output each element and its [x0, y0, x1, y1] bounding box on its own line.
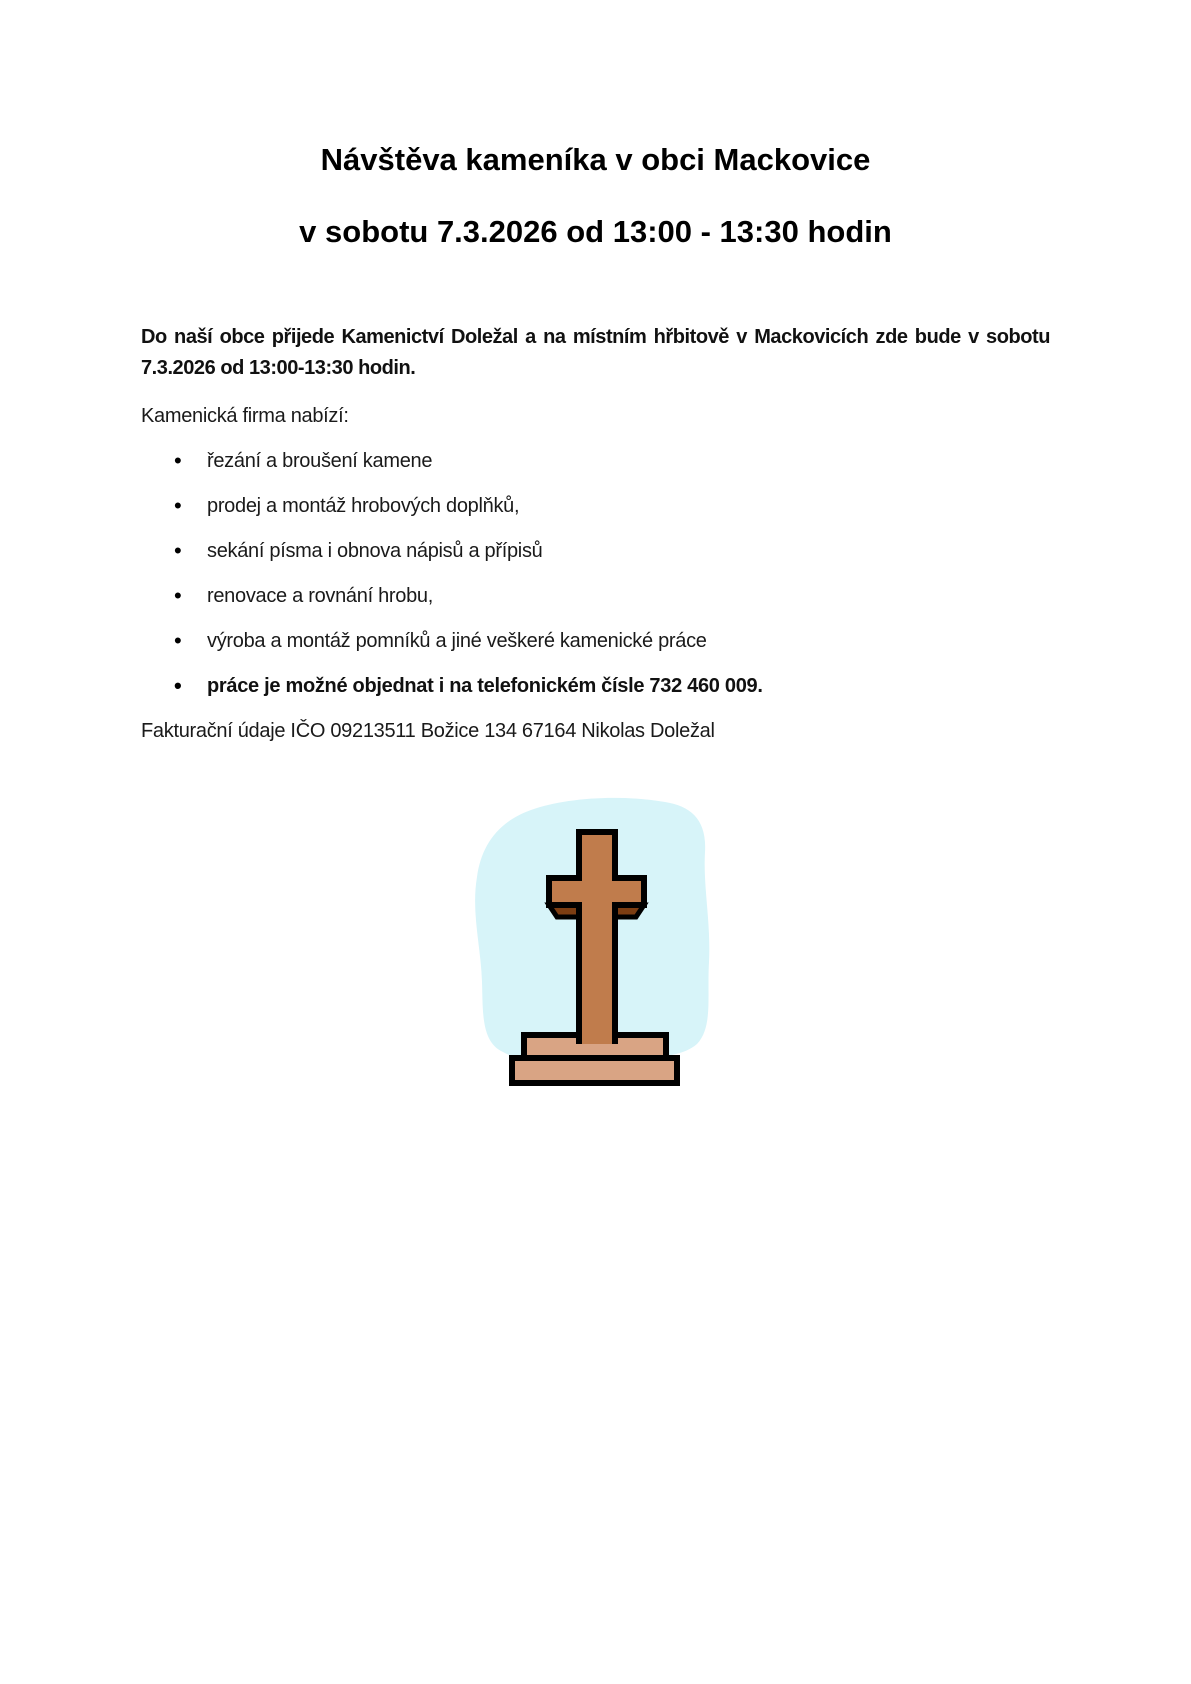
- cross-clipart: [469, 792, 719, 1092]
- billing-info-line: Fakturační údaje IČO 09213511 Božice 134 67164 Nikolas Doležal: [141, 720, 715, 742]
- page-title-line-2: v sobotu 7.3.2026 od 13:00 - 13:30 hodin: [299, 214, 892, 249]
- page-title-line-1: Návštěva kameníka v obci Mackovice: [320, 142, 871, 177]
- bullet-item: • výroba a montáž pomníků a jiné veškeré kamenické práce: [141, 627, 1050, 656]
- offer-bullet-list: [141, 447, 1050, 701]
- pedestal-lower-step: [512, 1058, 677, 1083]
- bullet-item: • renovace a rovnání hrobu,: [141, 582, 1050, 611]
- bullet-item-phone: • práce je možné objednat i na telefonickém čísle 732 460 009.: [141, 672, 1050, 701]
- offer-heading: Kamenická firma nabízí:: [141, 405, 349, 427]
- intro-paragraph: Do naší obce přijede Kamenictví Doležal a na místním hřbitově v Mackovicích zde bude v sobotu 7.3.2026 od 13:00-13:30 hodin.: [141, 326, 1050, 379]
- bullet-item: • sekání písma i obnova nápisů a přípisů: [141, 537, 1050, 566]
- bullet-item: • řezání a broušení kamene: [141, 447, 1050, 476]
- bullet-item: • prodej a montáž hrobových doplňků,: [141, 492, 1050, 521]
